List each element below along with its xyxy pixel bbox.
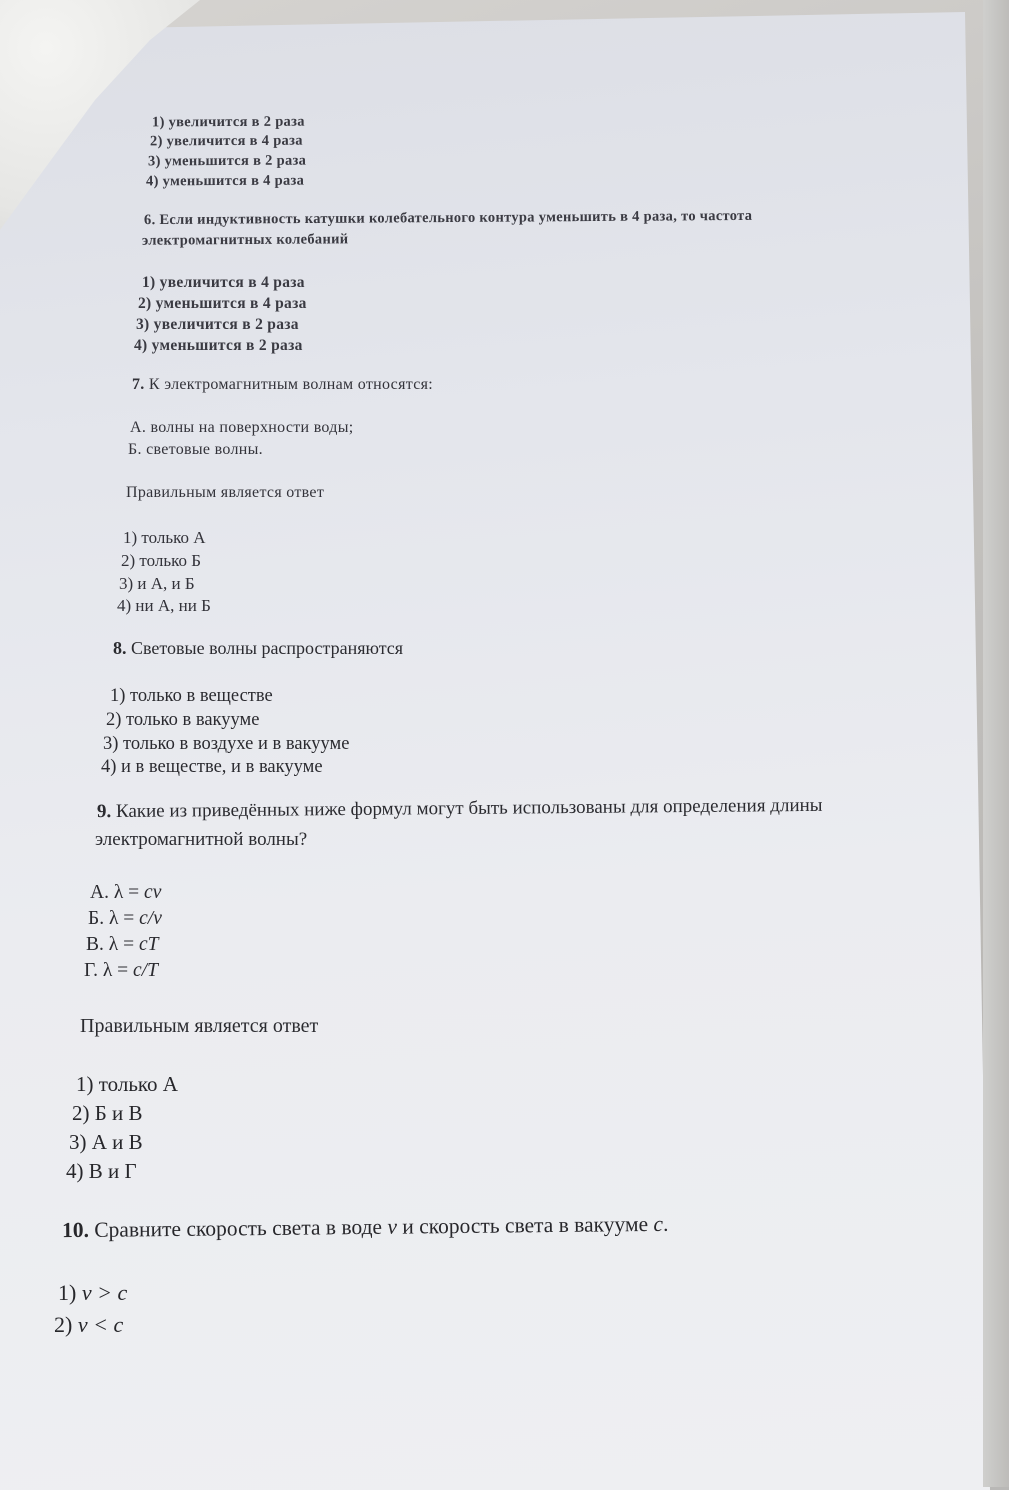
formula-label: Б. λ = <box>88 908 140 929</box>
question-text-line2: электромагнитных колебаний <box>141 231 349 249</box>
option-1: 1) только в веществе <box>110 686 273 706</box>
question-text-line <box>113 638 403 659</box>
option-3: 3) А и В <box>69 1130 143 1154</box>
statement-b: Б. световые волны. <box>128 441 263 458</box>
option-number: 2) <box>54 1312 78 1337</box>
option-4: 4) уменьшится в 4 раза <box>145 172 305 190</box>
option-1: 1) только А <box>76 1072 178 1096</box>
option-4: 4) В и Г <box>66 1159 137 1183</box>
formula-expression: cT <box>138 934 159 955</box>
question-number: 7. <box>132 376 145 393</box>
formula-b <box>88 908 162 930</box>
option-2: 2) увеличится в 4 раза <box>149 132 303 150</box>
option-2: 2) Б и В <box>72 1101 143 1125</box>
option-3: 3) увеличится в 2 раза <box>136 316 299 333</box>
option-2: 2) только Б <box>121 551 202 570</box>
answer-prompt: Правильным является ответ <box>80 1015 319 1037</box>
question-text: Световые волны распространяются <box>131 638 404 658</box>
option-2: 2) только в вакууме <box>106 710 260 730</box>
formula-d <box>84 960 158 982</box>
option-1: 1) увеличится в 4 раза <box>142 274 305 291</box>
question-text-end: . <box>662 1211 669 1236</box>
option-1 <box>58 1280 127 1306</box>
option-2 <box>54 1312 123 1338</box>
option-3: 3) только в воздухе и в вакууме <box>103 734 350 754</box>
statement-a: А. волны на поверхности воды; <box>130 419 354 436</box>
question-number: 10. <box>61 1217 90 1243</box>
formula-label: В. λ = <box>86 934 139 955</box>
formula-label: А. λ = <box>90 882 145 903</box>
option-2: 2) уменьшится в 4 раза <box>138 295 307 312</box>
variable-v: ν <box>387 1214 398 1239</box>
question-number: 6. <box>143 212 156 229</box>
option-expression: ν > c <box>81 1280 128 1305</box>
question-number: 8. <box>113 638 127 658</box>
formula-label: Г. λ = <box>84 960 134 981</box>
question-text-line <box>132 376 433 394</box>
formula-expression: c/ν <box>139 908 162 929</box>
question-number: 9. <box>96 801 112 823</box>
formula-expression: cν <box>144 882 162 903</box>
question-text: Какие из приведённых ниже формул могут быть использованы для определения длины <box>115 794 823 822</box>
option-3: 3) и А, и Б <box>119 574 195 593</box>
option-4: 4) ни А, ни Б <box>117 596 211 615</box>
table-edge <box>983 0 1009 1487</box>
formula-c <box>86 934 158 956</box>
question-text-a: Сравните скорость света в воде <box>94 1214 388 1242</box>
option-4: 4) уменьшится в 2 раза <box>134 337 303 354</box>
option-3: 3) уменьшится в 2 раза <box>147 152 307 170</box>
answer-prompt: Правильным является ответ <box>126 484 325 501</box>
question-text-line2: электромагнитной волны? <box>95 829 308 850</box>
question-text-b: и скорость света в вакууме <box>396 1211 654 1239</box>
option-1: 1) увеличится в 2 раза <box>151 113 305 131</box>
formula-a <box>90 882 161 904</box>
question-text: Если индуктивность катушки колебательного контура уменьшить в 4 раза, то частота <box>159 207 753 229</box>
question-text: К электромагнитным волнам относятся: <box>148 376 434 393</box>
formula-expression: c/T <box>133 960 158 981</box>
option-4: 4) и в веществе, и в вакууме <box>101 757 323 777</box>
variable-c: c <box>653 1211 664 1236</box>
option-number: 1) <box>58 1280 82 1305</box>
option-1: 1) только А <box>123 528 206 547</box>
option-expression: ν < c <box>77 1312 124 1337</box>
